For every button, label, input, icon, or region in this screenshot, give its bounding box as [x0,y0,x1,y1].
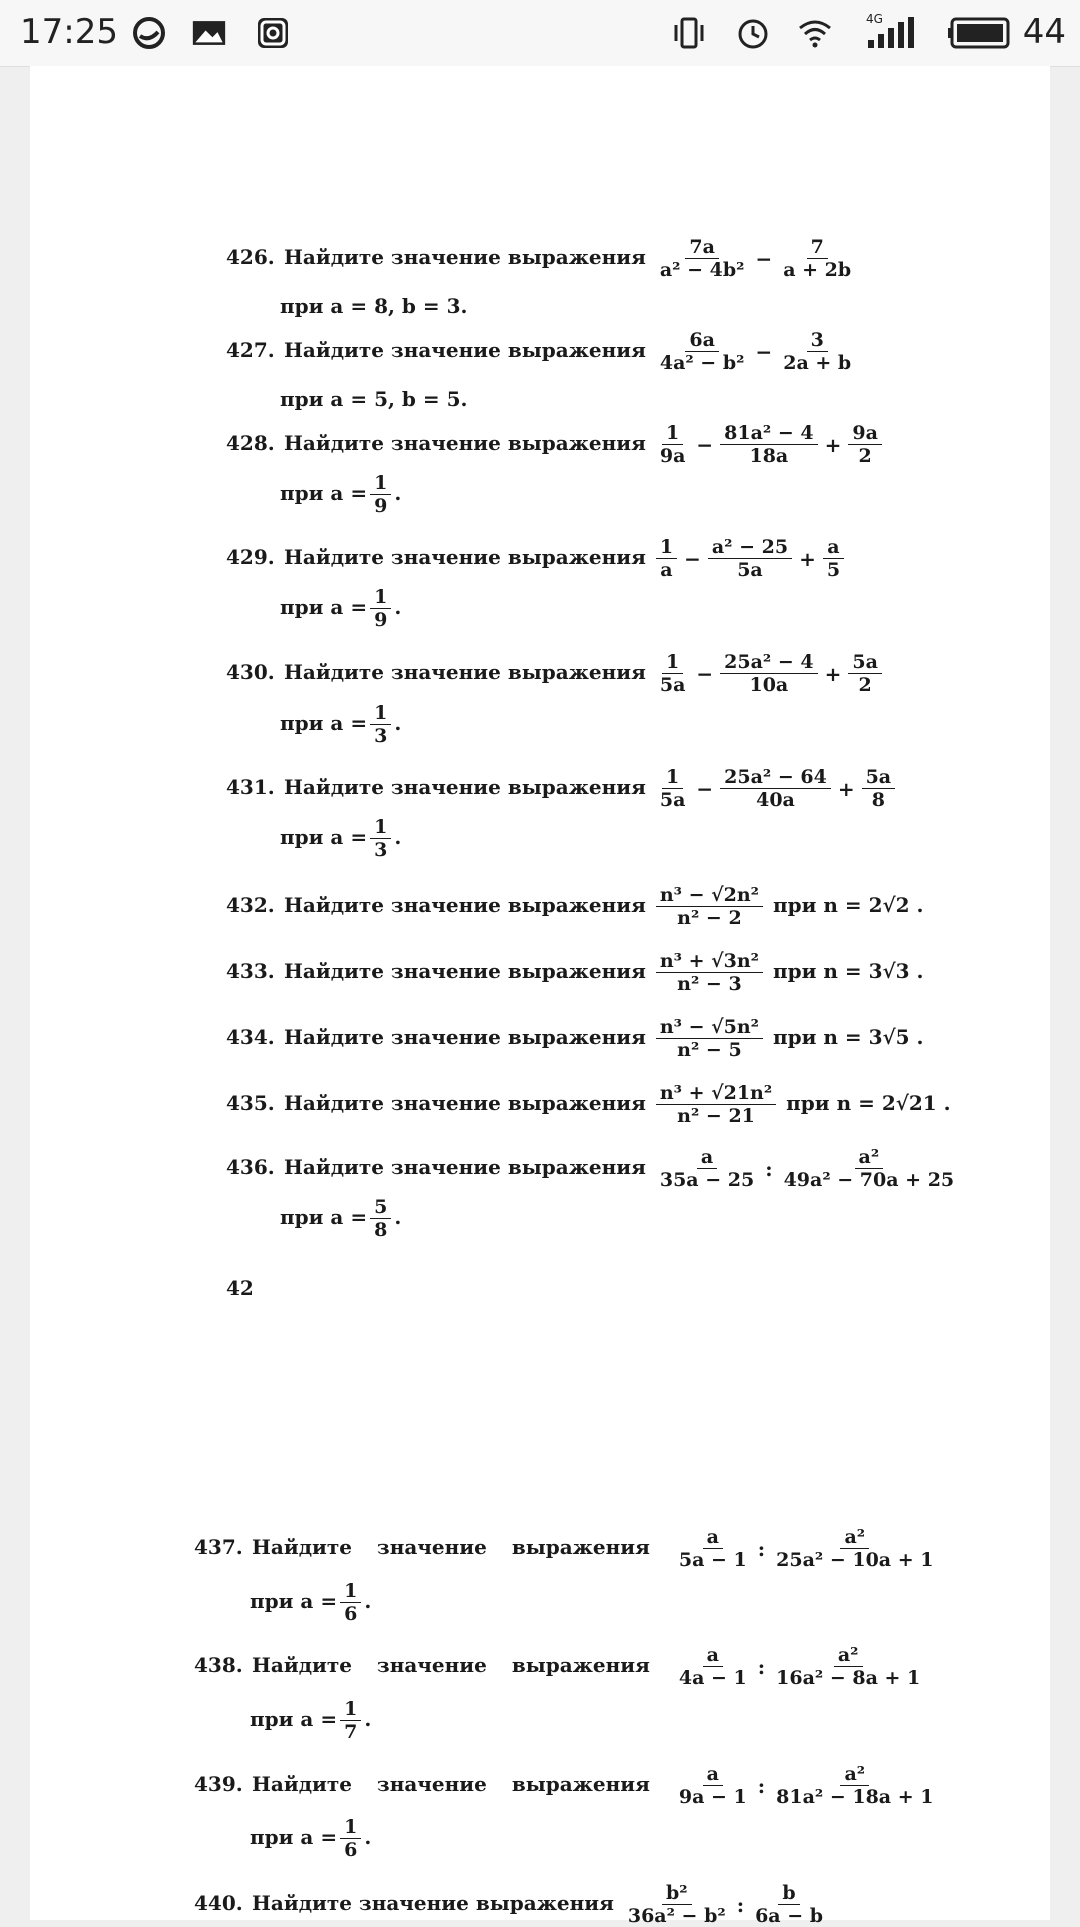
numerator: 1 [370,586,391,609]
problem-label: Найдите значение выражения [252,1535,650,1559]
problem-label: Найдите значение выражения [252,1772,650,1796]
denominator: 10a [749,674,789,696]
condition-text: при a = [280,711,368,735]
fraction [848,422,882,467]
numerator: 5a [862,766,896,789]
numerator: 1 [662,766,683,789]
condition-text: при a = [250,1589,338,1613]
problem-number: 440. [194,1891,243,1915]
fraction [779,236,855,281]
denominator: 7 [344,1721,358,1743]
problem-438 [194,1644,927,1689]
condition-428: при a = $\frac{1}{9}$ . [280,472,402,517]
operator: + [837,776,855,801]
network-type-label: 4G [866,12,883,26]
problem-label: Найдите значение выражения [284,893,646,917]
fraction [340,1698,361,1743]
numerator: a² [840,1763,869,1786]
fraction [656,766,690,811]
problem-label: Найдите значение выражения [284,1025,646,1049]
denominator: 81a² − 18a + 1 [776,1786,934,1808]
numerator: n³ − √2n² [656,884,763,907]
condition-text: при a = [280,481,368,505]
wifi-icon [798,16,832,50]
fraction [340,1816,361,1861]
fraction [656,651,690,696]
fraction [656,422,690,467]
denominator: a + 2b [783,259,852,281]
operator: : [757,1654,766,1679]
denominator: a [660,559,673,581]
fraction [370,702,391,747]
numerator: n³ + √3n² [656,950,763,973]
problem-label: Найдите значение выражения [284,775,646,799]
denominator: n² − 3 [677,973,742,995]
fraction [370,586,391,631]
condition-437: при a = $\frac{1}{6}$ . [250,1580,372,1625]
denominator: 18a [749,445,789,467]
numerator: a [703,1526,723,1549]
numerator: 3 [807,329,828,352]
condition-430: при a = $\frac{1}{3}$ . [280,702,402,747]
numerator: 81a² − 4 [720,422,817,445]
numerator: b² [662,1882,692,1905]
denominator: n² − 21 [677,1105,755,1127]
numerator: 1 [662,422,683,445]
denominator: 5a [737,559,763,581]
numerator: a [703,1644,723,1667]
fraction [656,950,763,995]
numerator: a² − 25 [708,536,792,559]
numerator: 1 [340,1580,361,1603]
condition-text: при a = [250,1825,338,1849]
problem-440 [194,1882,830,1927]
problem-432 [226,884,924,929]
denominator: n² − 5 [677,1039,742,1061]
problem-429 [226,536,847,581]
operator: − [696,661,714,686]
condition-text: при n = 3√5 . [772,1025,924,1049]
vibrate-icon [672,16,706,50]
problem-label: Найдите значение выражения [284,1091,646,1115]
battery-level: 44 [1022,12,1066,52]
operator: − [684,546,701,571]
denominator: 8 [871,789,885,811]
fraction [675,1644,751,1689]
condition-439: при a = $\frac{1}{6}$ . [250,1816,372,1861]
problem-number: 435. [226,1091,275,1115]
condition-431: при a = $\frac{1}{3}$ . [280,816,402,861]
operator: − [755,339,773,364]
denominator: 8 [374,1219,388,1241]
fraction [656,329,749,374]
numerator: a [697,1146,717,1169]
denominator: 3 [374,725,388,747]
fraction [340,1580,361,1625]
fraction [720,766,831,811]
condition-text: при n = 2√2 . [772,893,924,917]
problem-label: Найдите значение выражения [252,1653,650,1677]
status-time: 17:25 [20,12,118,52]
denominator: 2 [858,445,872,467]
numerator: a [823,536,843,559]
denominator: 25a² − 10a + 1 [776,1549,934,1571]
numerator: 1 [340,1698,361,1721]
operator: + [824,432,842,457]
problem-label: Найдите значение выражения [284,431,646,455]
denominator: 16a² − 8a + 1 [776,1667,921,1689]
problem-number: 429. [226,545,275,569]
fraction [656,884,763,929]
numerator: 5a [848,651,882,674]
numerator: n³ + √21n² [656,1082,776,1105]
fraction [862,766,896,811]
denominator: 6 [344,1839,358,1861]
problem-number: 436. [226,1155,275,1179]
gallery-icon [192,16,226,50]
operator: − [696,776,714,801]
problem-number: 438. [194,1653,243,1677]
fraction [675,1763,751,1808]
fraction [656,236,749,281]
condition-text: при a = [280,1205,368,1229]
problem-439 [194,1763,940,1808]
condition-text: при n = 2√21 . [786,1091,951,1115]
problem-number: 434. [226,1025,275,1049]
fraction [772,1644,924,1689]
problem-436 [226,1146,961,1191]
denominator: 9a [659,445,686,467]
problem-435 [226,1082,951,1127]
fraction [370,472,391,517]
problem-428 [226,422,885,467]
alarm-icon [736,16,770,50]
denominator: 5a [659,674,686,696]
denominator: 6a − b [755,1905,824,1927]
numerator: 7a [685,236,719,259]
operator: : [757,1536,766,1561]
fraction [656,536,677,581]
problem-433 [226,950,924,995]
fraction [656,1146,758,1191]
numerator: 25a² − 4 [720,651,817,674]
problem-427 [226,329,858,374]
denominator: 4a² − b² [659,352,745,374]
condition-text: при n = 3√3 . [772,959,924,983]
condition-438: при a = $\frac{1}{7}$ . [250,1698,372,1743]
denominator: 40a [756,789,795,811]
signal-icon [864,16,922,50]
problem-number: 431. [226,775,275,799]
problem-number: 439. [194,1772,243,1796]
battery-icon [948,16,1012,50]
numerator: a² [834,1644,863,1667]
numerator: 1 [370,702,391,725]
denominator: 2a + b [783,352,852,374]
condition-text: при a = [280,825,368,849]
denominator: 5a [659,789,686,811]
denominator: 6 [344,1603,358,1625]
operator: + [799,546,816,571]
denominator: 2 [858,674,872,696]
problem-label: Найдите значение выражения [284,1155,646,1179]
numerator: 25a² − 64 [720,766,831,789]
fraction [720,422,817,467]
fraction [848,651,882,696]
fraction [370,816,391,861]
problem-number: 428. [226,431,275,455]
problem-430 [226,651,885,696]
denominator: 4a − 1 [678,1667,747,1689]
document-page [30,66,1050,1927]
numerator: a² [855,1146,884,1169]
numerator: 1 [662,651,683,674]
condition-436: при a = $\frac{5}{8}$ . [280,1196,402,1241]
problem-number: 430. [226,660,275,684]
problem-434 [226,1016,924,1061]
sync-icon [132,16,166,50]
problem-number: 426. [226,245,275,269]
fraction [370,1196,391,1241]
numerator: 7 [807,236,828,259]
problem-label: Найдите значение выражения [284,245,646,269]
problem-label: Найдите значение выражения [284,338,646,362]
operator: : [765,1156,773,1181]
denominator: a² − 4b² [659,259,745,281]
condition-427: при a = 5, b = 5. [280,387,468,411]
problem-label: Найдите значение выражения [284,959,646,983]
fraction [675,1526,751,1571]
denominator: 35a − 25 [659,1169,755,1191]
problem-number: 427. [226,338,275,362]
fraction [751,1882,827,1927]
operator: : [757,1773,766,1798]
condition-text: при a = [250,1707,338,1731]
operator: : [736,1892,745,1917]
denominator: 49a² − 70a + 25 [783,1169,955,1191]
numerator: n³ − √5n² [656,1016,763,1039]
denominator: 9a − 1 [678,1786,747,1808]
fraction [780,1146,959,1191]
condition-text: при a = [280,595,368,619]
page-number: 42 [226,1276,254,1300]
problem-426 [226,236,858,281]
problem-437 [194,1526,940,1571]
condition-426: при a = 8, b = 3. [280,294,468,318]
fraction [624,1882,730,1927]
condition-429: при a = $\frac{1}{9}$ . [280,586,402,631]
fraction [823,536,844,581]
fraction [772,1763,937,1808]
problem-label: Найдите значение выражения [252,1891,614,1915]
instagram-icon [256,16,290,50]
problem-label: Найдите значение выражения [284,545,646,569]
denominator: 3 [374,839,388,861]
numerator: 6a [685,329,719,352]
denominator: 9 [374,495,388,517]
denominator: 5a − 1 [678,1549,747,1571]
numerator: 1 [340,1816,361,1839]
problem-number: 433. [226,959,275,983]
problem-number: 432. [226,893,275,917]
operator: + [824,661,842,686]
numerator: 5 [370,1196,391,1219]
problem-label: Найдите значение выражения [284,660,646,684]
fraction [656,1016,763,1061]
fraction [720,651,817,696]
numerator: a [703,1763,723,1786]
numerator: b [778,1882,799,1905]
operator: − [696,432,714,457]
numerator: 1 [656,536,677,559]
denominator: 36a² − b² [627,1905,726,1927]
problem-431 [226,766,898,811]
numerator: 9a [848,422,882,445]
fraction [779,329,855,374]
fraction [656,1082,776,1127]
numerator: 1 [370,472,391,495]
denominator: 5 [826,559,841,581]
fraction [772,1526,937,1571]
problem-number: 437. [194,1535,243,1559]
denominator: n² − 2 [677,907,742,929]
status-bar [0,0,1080,67]
denominator: 9 [374,609,388,631]
fraction [708,536,792,581]
operator: − [755,246,773,271]
numerator: 1 [370,816,391,839]
numerator: a² [840,1526,869,1549]
